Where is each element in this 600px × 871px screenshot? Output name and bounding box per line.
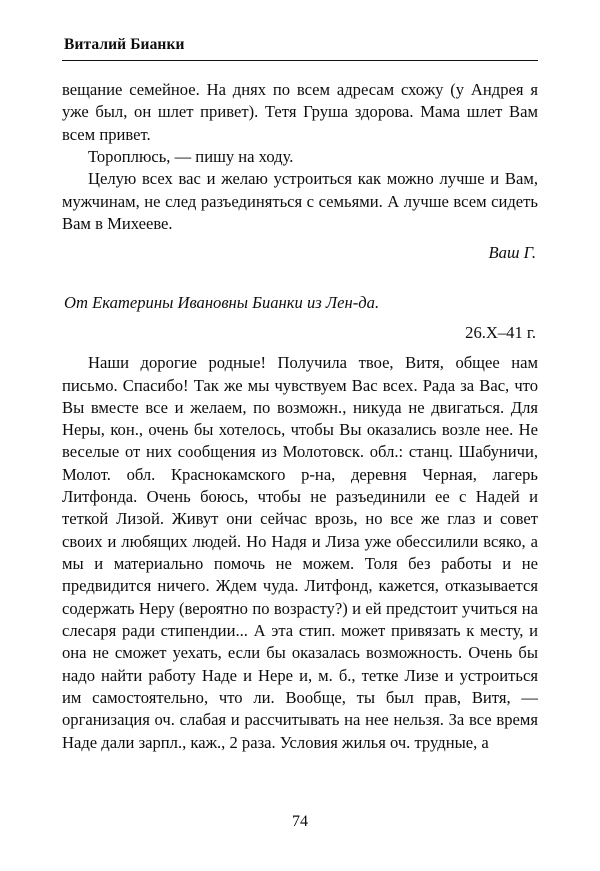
letter-paragraph-main: Наши дорогие родные! Получила твое, Витя, общее нам письмо. Спасибо! Так же мы чувствуем Вас всех. Рада за Вас, что Вы вместе все и желаем, по возможн., никуда не двигаться. Для Неры, кон., очень бы хотелось, чтобы Вы оказались возле нее. Не веселые от них сообщения из Молотовск. обл.: станц. Шабуничи, Молот. обл. Краснокамского р-на, деревня Черная, лагерь Литфонда. Очень боюсь, чтобы не разъединили ее с Надей и теткой Лизой. Живут они сейчас врозь, но все же глаз и совет своих и любящих людей. Но Надя и Лиза уже обессилили всяко, а мы и материально помочь не можем. Толя без работы и не предвидится ничего. Ждем чуда. Литфонд, кажется, отказывается содержать Неру (вероятно по возрасту?) и ей предстоит учиться на слесаря ради стипендии... А эта стип. может привязать к месту, и она не сможет уехать, если бы оказалась возможность. Очень бы надо найти работу Наде и Нере и, м. б., тетке Лизе и устроиться им самостоятельно, что ли. Вообще, ты был прав, Витя, — организация оч. слабая и рассчитывать на нее нельзя. За все время Наде дали зарпл., каж., 2 раза. Условия жилья оч. трудные, а	[62, 353, 538, 752]
page-number: 74	[292, 813, 308, 830]
letter-date: 26.X–41 г.	[465, 323, 536, 343]
paragraph-hurry: Тороплюсь, — пишу на ходу.	[88, 146, 294, 166]
header-divider	[62, 60, 538, 61]
letter-body	[62, 352, 538, 754]
page-body	[62, 79, 538, 235]
paragraph-continued: вещание семейное. На днях по всем адресам схожу (у Андрея я уже был, он шлет привет). Тетя Груша здорова. Мама шлет Вам всем привет.	[62, 80, 538, 144]
running-head: Виталий Бианки	[64, 36, 185, 53]
section-heading: От Екатерины Ивановны Бианки из Лен-да.	[64, 293, 380, 313]
letter-signature: Ваш Г.	[488, 243, 536, 263]
paragraph-farewell: Целую всех вас и желаю устроиться как можно лучше и Вам, мужчинам, не след разъединяться с семьями. А лучше всем сидеть Вам в Михееве.	[62, 169, 538, 233]
